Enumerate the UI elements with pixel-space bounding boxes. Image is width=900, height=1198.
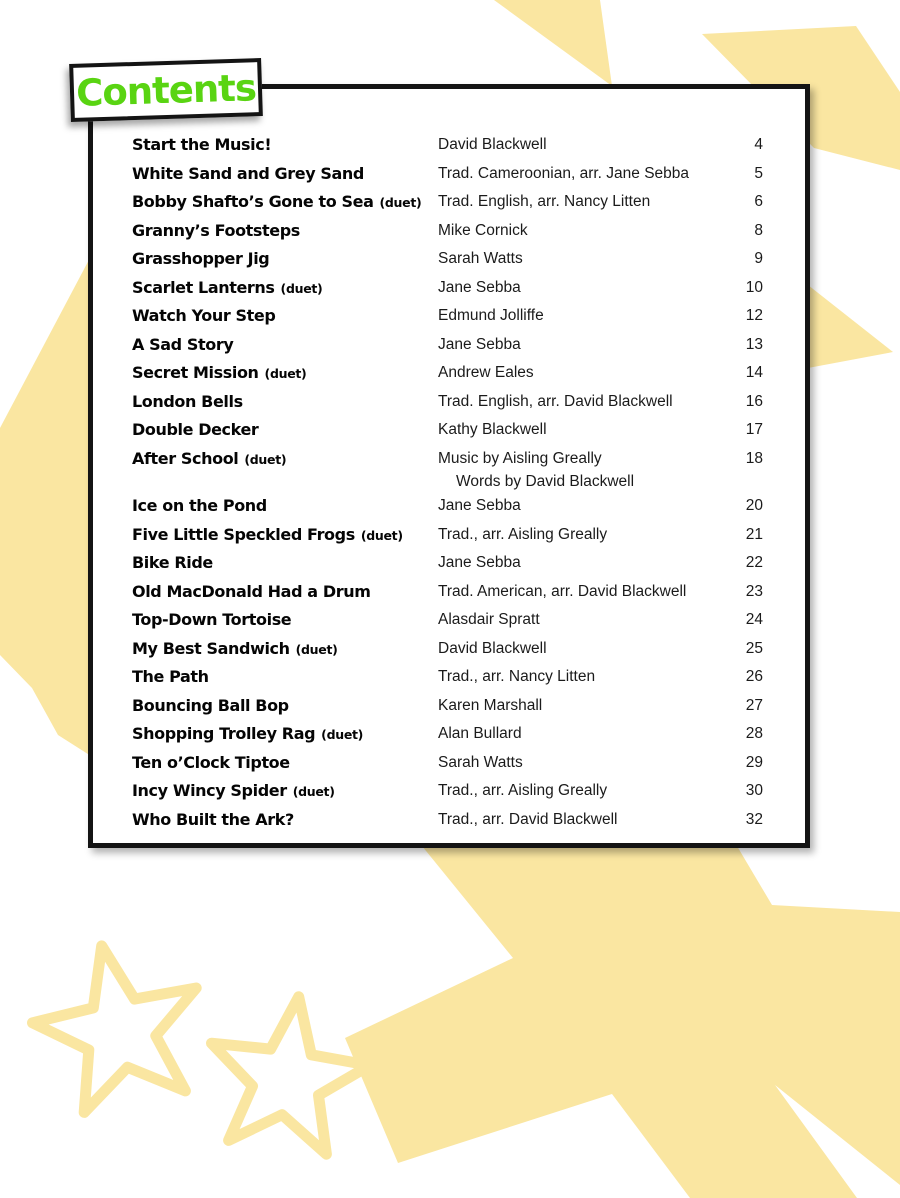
toc-title-cell xyxy=(132,692,438,721)
toc-composer-cell xyxy=(438,131,727,159)
toc-composer-cell xyxy=(438,359,727,387)
toc-row xyxy=(132,302,763,331)
toc-composer: Jane Sebba xyxy=(438,497,521,514)
toc-title: Watch Your Step xyxy=(132,306,276,325)
toc-composer: Alan Bullard xyxy=(438,725,522,742)
toc-title: Ice on the Pond xyxy=(132,496,267,515)
toc-title: Who Built the Ark? xyxy=(132,809,294,829)
toc-composer: Andrew Eales xyxy=(438,364,534,381)
toc-composer: Trad., arr. David Blackwell xyxy=(438,810,618,828)
toc-composer-cell xyxy=(438,416,727,444)
toc-page-number: 24 xyxy=(745,611,763,628)
toc-composer-cell xyxy=(438,749,727,777)
toc-title-cell xyxy=(132,806,438,835)
toc-composer-cell xyxy=(438,606,727,634)
toc-composer-cell xyxy=(438,388,727,416)
toc-title: London Bells xyxy=(132,391,243,411)
toc-composer: Karen Marshall xyxy=(438,696,543,714)
toc-page-number: 9 xyxy=(754,250,763,267)
toc-page-number: 12 xyxy=(745,307,763,324)
toc-row xyxy=(132,274,763,303)
toc-row xyxy=(132,777,763,806)
toc-title: White Sand and Grey Sand xyxy=(132,163,364,183)
toc-composer-cell xyxy=(438,663,727,691)
toc-row xyxy=(132,606,763,635)
star-bottom-right xyxy=(345,846,900,1198)
toc-composer-cell xyxy=(438,521,727,549)
toc-composer-cell xyxy=(438,549,727,577)
toc-row xyxy=(132,663,763,692)
toc-title-cell xyxy=(132,720,438,749)
toc-title-cell xyxy=(132,388,438,417)
toc-row xyxy=(132,492,763,521)
toc-title: Bouncing Ball Bop xyxy=(132,695,289,715)
toc-composer: Sarah Watts xyxy=(438,753,523,771)
contents-box xyxy=(88,84,810,848)
toc-title: Bike Ride xyxy=(132,553,213,572)
toc-composer-cell xyxy=(438,635,727,663)
toc-title: Secret Mission xyxy=(132,363,259,382)
toc-title: Old MacDonald Had a Drum xyxy=(132,581,371,601)
toc-row xyxy=(132,749,763,778)
toc-composer-cell xyxy=(438,217,727,245)
star-top-arm xyxy=(494,0,612,86)
toc-title: Ten o’Clock Tiptoe xyxy=(132,752,290,772)
toc-page-number: 4 xyxy=(754,136,763,153)
toc-title-cell xyxy=(132,777,438,806)
toc-page-number: 20 xyxy=(745,497,763,514)
toc-row xyxy=(132,217,763,246)
toc-composer-cell xyxy=(438,245,727,273)
toc-title: Bobby Shafto’s Gone to Sea xyxy=(132,192,374,211)
toc-row xyxy=(132,131,763,160)
toc-title-cell xyxy=(132,549,438,578)
toc-composer-cell xyxy=(438,806,727,834)
toc-composer-cell xyxy=(438,492,727,520)
toc-composer-cell xyxy=(438,160,727,188)
toc-title: A Sad Story xyxy=(132,334,234,354)
toc-composer-cell xyxy=(438,274,727,302)
toc-page-number: 17 xyxy=(745,421,763,438)
toc-row xyxy=(132,160,763,189)
toc-row xyxy=(132,692,763,721)
toc-composer-cell xyxy=(438,302,727,330)
toc-title-cell xyxy=(132,302,438,331)
toc-page-number: 27 xyxy=(745,696,763,714)
toc-title-cell xyxy=(132,663,438,692)
toc-row xyxy=(132,521,763,550)
toc-duet-tag: (duet) xyxy=(244,451,287,467)
toc-page-number: 5 xyxy=(754,164,763,182)
toc-row xyxy=(132,416,763,445)
toc-title-cell xyxy=(132,160,438,189)
toc-row xyxy=(132,806,763,835)
toc-duet-tag: (duet) xyxy=(280,280,323,296)
toc-title: Grasshopper Jig xyxy=(132,249,270,268)
toc-title-cell xyxy=(132,331,438,360)
toc-title-cell xyxy=(132,606,438,635)
toc-composer-cell xyxy=(438,720,727,748)
toc-page-number: 30 xyxy=(745,782,763,799)
toc-page-number: 28 xyxy=(745,725,763,742)
toc-title: Double Decker xyxy=(132,420,259,439)
toc-page-number: 26 xyxy=(745,668,763,685)
outline-star-left xyxy=(33,946,197,1113)
toc-composer: Trad. Cameroonian, arr. Jane Sebba xyxy=(438,164,690,182)
toc-page-number: 10 xyxy=(745,278,763,296)
toc-composer-cell xyxy=(438,331,727,359)
toc-row xyxy=(132,188,763,217)
toc-page-number: 25 xyxy=(745,639,763,657)
toc-title-cell xyxy=(132,416,438,445)
toc-composer: Kathy Blackwell xyxy=(438,421,547,438)
toc-title-cell xyxy=(132,131,438,160)
toc-list xyxy=(132,131,763,834)
toc-title: Granny’s Footsteps xyxy=(132,220,300,240)
toc-duet-tag: (duet) xyxy=(379,195,422,210)
toc-row xyxy=(132,549,763,578)
toc-composer: Alasdair Spratt xyxy=(438,611,540,628)
toc-page-number: 13 xyxy=(745,335,763,353)
toc-composer-cell xyxy=(438,692,727,720)
toc-page-number: 32 xyxy=(745,810,763,828)
toc-page-number: 8 xyxy=(754,221,763,239)
toc-title: Incy Wincy Spider xyxy=(132,781,287,800)
toc-composer: Music by Aisling Greally xyxy=(438,449,602,467)
toc-page-number: 6 xyxy=(754,193,763,210)
toc-title-cell xyxy=(132,217,438,246)
contents-title-label xyxy=(69,58,263,122)
toc-title-cell xyxy=(132,359,438,388)
toc-composer-cell xyxy=(438,445,727,493)
toc-row xyxy=(132,578,763,607)
toc-title-cell xyxy=(132,274,438,303)
toc-page-number: 23 xyxy=(745,582,763,600)
toc-composer: Sarah Watts xyxy=(438,250,523,267)
toc-page-number: 16 xyxy=(745,392,763,410)
toc-page-number: 29 xyxy=(745,753,763,771)
star-left-arm xyxy=(0,256,91,756)
toc-title: Shopping Trolley Rag xyxy=(132,724,316,743)
toc-title-cell xyxy=(132,188,438,217)
toc-duet-tag: (duet) xyxy=(295,641,338,657)
toc-composer-cell xyxy=(438,777,727,805)
toc-composer-line2: Words by David Blackwell xyxy=(456,473,635,490)
toc-title: The Path xyxy=(132,667,209,686)
toc-title-cell xyxy=(132,492,438,521)
toc-composer-cell xyxy=(438,578,727,606)
toc-row xyxy=(132,388,763,417)
toc-composer-cell xyxy=(438,188,727,216)
star-right-arm-tip xyxy=(808,285,893,368)
toc-page-number: 18 xyxy=(745,449,763,467)
toc-title-cell xyxy=(132,635,438,664)
toc-composer: Trad., arr. Nancy Litten xyxy=(438,668,596,685)
toc-title: Start the Music! xyxy=(132,135,272,154)
toc-composer: David Blackwell xyxy=(438,639,547,657)
toc-title: Scarlet Lanterns xyxy=(132,277,275,297)
toc-composer: Jane Sebba xyxy=(438,554,521,571)
toc-page-number: 21 xyxy=(745,525,763,543)
outline-star-right xyxy=(212,997,370,1154)
toc-title-cell xyxy=(132,445,438,474)
toc-composer: Trad., arr. Aisling Greally xyxy=(438,525,608,543)
toc-duet-tag: (duet) xyxy=(360,527,403,543)
toc-title-cell xyxy=(132,521,438,550)
toc-duet-tag: (duet) xyxy=(292,784,335,799)
toc-row xyxy=(132,635,763,664)
toc-page-number: 14 xyxy=(745,364,763,381)
toc-row xyxy=(132,720,763,749)
toc-title: Five Little Speckled Frogs xyxy=(132,524,355,544)
toc-composer: Mike Cornick xyxy=(438,221,528,239)
toc-composer: David Blackwell xyxy=(438,136,547,153)
toc-title-cell xyxy=(132,749,438,778)
toc-composer: Trad. American, arr. David Blackwell xyxy=(438,582,687,600)
toc-title-cell xyxy=(132,245,438,274)
toc-row xyxy=(132,245,763,274)
toc-row xyxy=(132,359,763,388)
toc-title: My Best Sandwich xyxy=(132,638,290,658)
toc-duet-tag: (duet) xyxy=(264,366,307,381)
toc-row xyxy=(132,445,763,493)
toc-composer: Edmund Jolliffe xyxy=(438,307,544,324)
page-title: Contents xyxy=(75,65,257,115)
toc-title: After School xyxy=(132,448,239,468)
toc-title-cell xyxy=(132,578,438,607)
toc-composer: Trad. English, arr. David Blackwell xyxy=(438,392,673,410)
toc-page-number: 22 xyxy=(745,554,763,571)
toc-duet-tag: (duet) xyxy=(321,727,364,742)
toc-composer: Jane Sebba xyxy=(438,335,521,353)
toc-composer: Trad. English, arr. Nancy Litten xyxy=(438,193,651,210)
toc-row xyxy=(132,331,763,360)
toc-composer: Jane Sebba xyxy=(438,278,521,296)
toc-title: Top-Down Tortoise xyxy=(132,610,292,629)
toc-composer: Trad., arr. Aisling Greally xyxy=(438,782,608,799)
